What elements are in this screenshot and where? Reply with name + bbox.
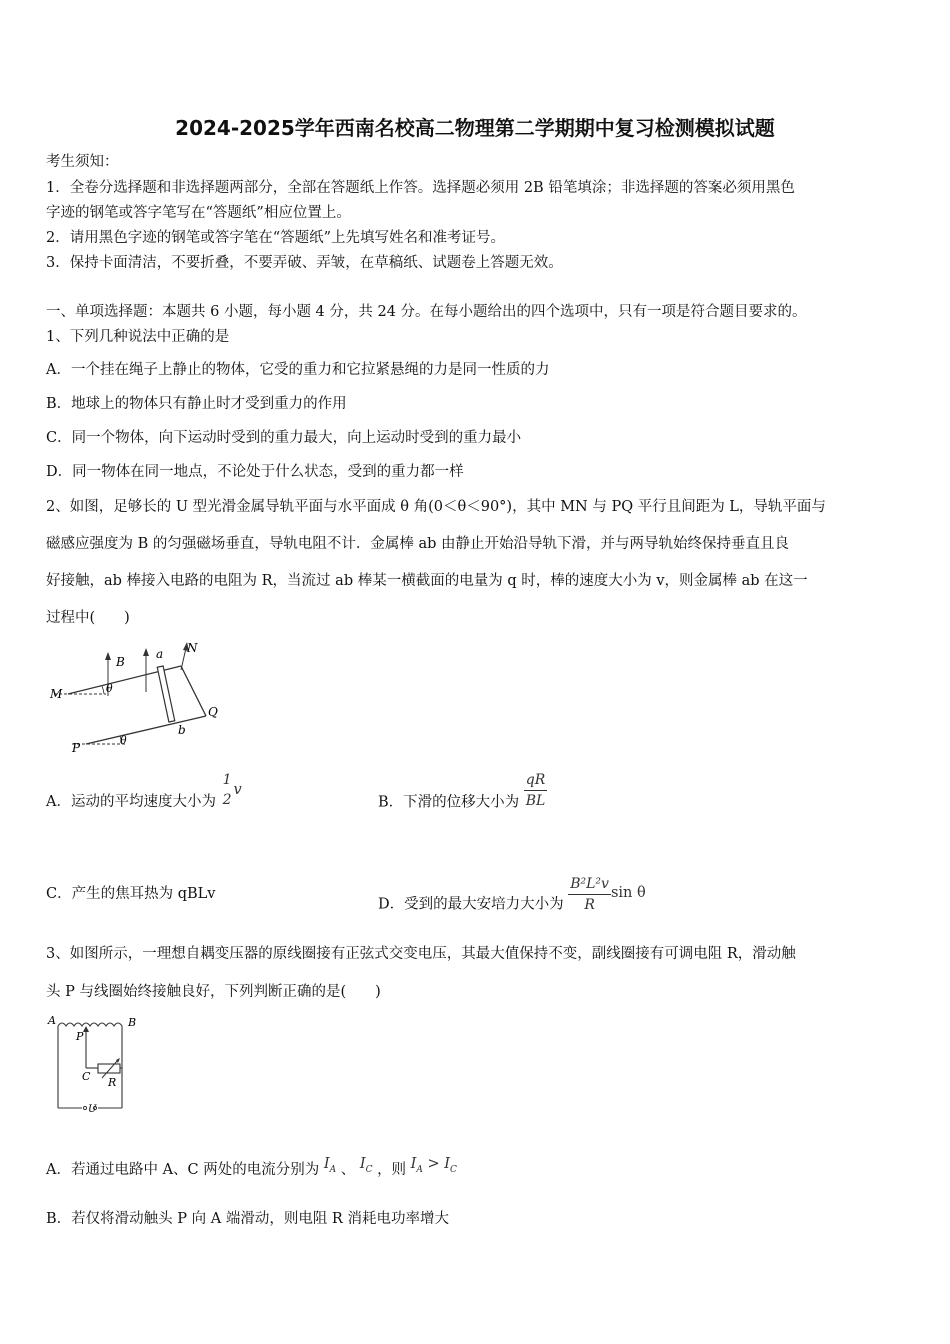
question-2-option-d [378, 876, 646, 925]
question-3-stem-line: 3、如图所示，一理想自耦变压器的原线圈接有正弦式交变电压，其最大值保持不变，副线圈接有可调电阻 R，滑动触 [46, 946, 796, 962]
question-3-figure [46, 1012, 146, 1116]
fraction [524, 770, 548, 811]
page-title: 2024-2025学年西南名校高二物理第二学期期中复习检测模拟试题 [175, 116, 775, 140]
fraction-denominator: 2 [222, 792, 232, 808]
separator: 、 [340, 1162, 356, 1178]
figure-label-r: R [108, 1076, 117, 1089]
fraction-denominator: BL [524, 790, 548, 811]
option-text: A．运动的平均速度大小为 [46, 794, 216, 810]
sine-term: sin θ [610, 884, 646, 901]
fraction [568, 874, 611, 915]
question-3-stem-line: 头 P 与线圈始终接触良好，下列判断正确的是( ) [46, 984, 381, 1000]
figure-label-theta: θ [106, 682, 113, 695]
question-3-option-a [46, 1156, 457, 1186]
figure-label-a: A [48, 1014, 56, 1027]
figure-label-theta: θ [120, 734, 127, 747]
fraction-numerator: qR [525, 772, 546, 788]
fraction-numerator: 1 [222, 772, 232, 788]
fraction-numerator: B²L²v [570, 876, 609, 892]
option-text: D．受到的最大安培力大小为 [378, 896, 564, 913]
question-3-option-b: B．若仅将滑动触头 P 向 A 端滑动，则电阻 R 消耗电功率增大 [46, 1211, 449, 1227]
current-ia: $I_A$ [323, 1156, 337, 1175]
question-2-stem-line: 过程中( ) [46, 610, 130, 626]
then-text: ，则 [377, 1162, 407, 1178]
fraction [221, 770, 234, 810]
figure-label-b: b [178, 723, 186, 737]
option-text: A．若通过电路中 A、C 两处的电流分别为 [46, 1162, 320, 1178]
question-2-option-a [46, 772, 242, 822]
question-2-stem-line: 好接触，ab 棒接入电路的电阻为 R，当流过 ab 棒某一横截面的电量为 q 时，棒的速度大小为 v，则金属棒 ab 在这一 [46, 573, 808, 589]
question-2-stem-line: 磁感应强度为 B 的匀强磁场垂直，导轨电阻不计．金属棒 ab 由静止开始沿导轨下滑，并与两导轨始终保持垂直且良 [46, 536, 790, 552]
figure-label-c: C [82, 1070, 91, 1083]
notice-item: 3．保持卡面清洁，不要折叠，不要弄破、弄皱，在草稿纸、试题卷上答题无效。 [46, 255, 563, 271]
question-1-stem: 1、下列几种说法中正确的是 [46, 329, 230, 345]
question-2-stem-line: 2、如图，足够长的 U 型光滑金属导轨平面与水平面成 θ 角(0＜θ＜90°)，其中 MN 与 PQ 平行且间距为 L，导轨平面与 [46, 499, 826, 515]
notice-heading: 考生须知： [46, 154, 119, 170]
question-1-option-b: B．地球上的物体只有静止时才受到重力的作用 [46, 396, 347, 412]
current-relation: $I_A > I_C$ [410, 1156, 457, 1175]
question-1-option-c: C．同一个物体，向下运动时受到的重力最大，向上运动时受到的重力最小 [46, 430, 522, 446]
current-ic: $I_C$ [359, 1156, 373, 1175]
question-1-option-d: D．同一物体在同一地点，不论处于什么状态，受到的重力都一样 [46, 464, 464, 480]
figure-label-p: P [76, 1030, 84, 1043]
question-2-option-b [378, 772, 547, 823]
variable-v: v [233, 782, 242, 798]
figure-label-u: U [88, 1104, 97, 1115]
fraction-denominator: R [568, 894, 611, 915]
figure-label-m: M [50, 687, 63, 701]
notice-item: 1．全卷分选择题和非选择题两部分，全部在答题纸上作答。选择题必须用 2B 铅笔填涂；非选择题的答案必须用黑色 [46, 180, 795, 196]
notice-item: 字迹的钢笔或答字笔写在“答题纸”相应位置上。 [46, 205, 351, 221]
question-2-figure [46, 636, 236, 760]
option-text: B．下滑的位移大小为 [378, 794, 520, 811]
notice-item: 2．请用黑色字迹的钢笔或答字笔在“答题纸”上先填写姓名和准考证号。 [46, 230, 506, 246]
figure-label-p: P [72, 741, 81, 755]
figure-label-b: B [128, 1016, 137, 1029]
figure-label-b-field: B [116, 655, 125, 669]
figure-label-q: Q [208, 705, 218, 719]
figure-label-n: N [187, 641, 198, 655]
figure-label-a: a [156, 647, 164, 661]
section-heading: 一、单项选择题：本题共 6 小题，每小题 4 分，共 24 分。在每小题给出的四个选项中，只有一项是符合题目要求的。 [46, 304, 807, 320]
question-1-option-a: A．一个挂在绳子上静止的物体，它受的重力和它拉紧悬绳的力是同一性质的力 [46, 362, 550, 378]
question-2-option-c: C．产生的焦耳热为 qBLv [46, 886, 216, 902]
